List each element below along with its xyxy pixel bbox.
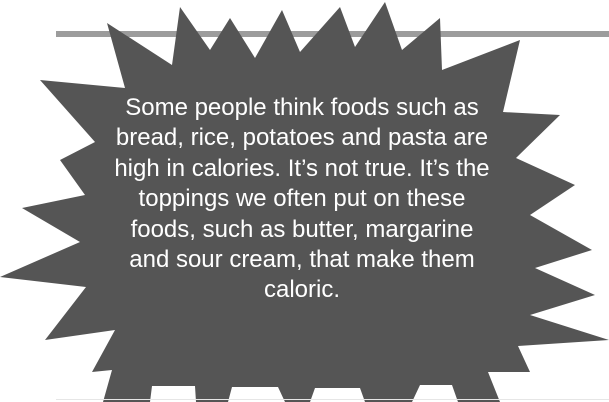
- callout-text: Some people think foods such as bread, rice, potatoes and pasta are high in calories. It’s not true. It’s the toppings we often put on these foods, such as butter, margarine and sour cream, that make them caloric.: [114, 94, 490, 304]
- bottom-divider: [56, 399, 609, 400]
